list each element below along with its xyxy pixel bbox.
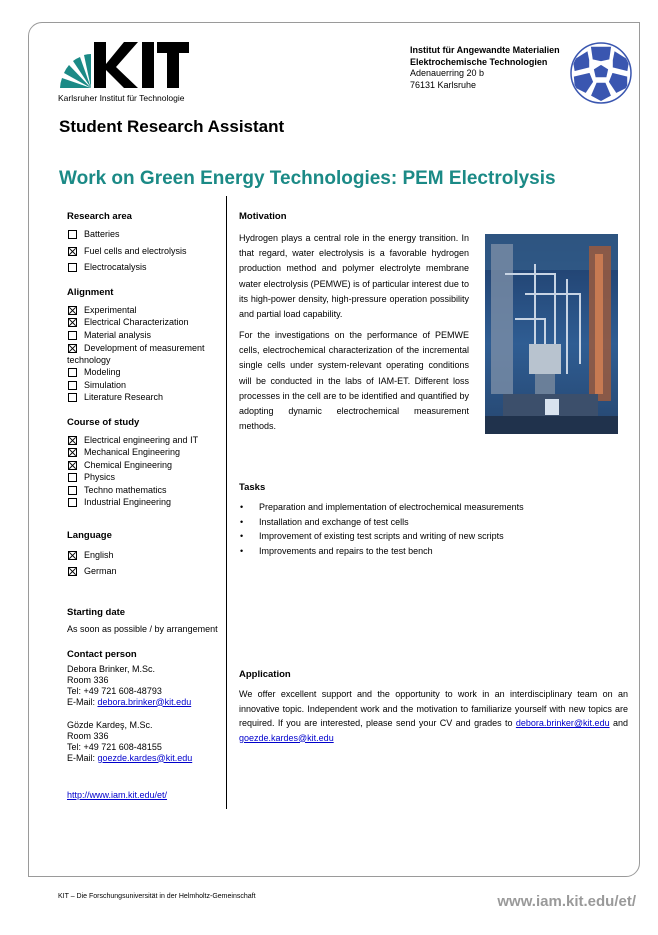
- motivation-heading: Motivation: [239, 211, 287, 222]
- research-area-section: [67, 211, 225, 274]
- checkbox-label: English: [84, 549, 114, 560]
- checkbox-item[interactable]: [67, 342, 225, 366]
- checkbox[interactable]: [68, 486, 77, 495]
- contact-name: Gözde Kardeş, M.Sc.: [67, 719, 153, 730]
- checkbox-label: Simulation: [84, 379, 127, 390]
- checkbox-label: Fuel cells and electrolysis: [84, 245, 187, 256]
- institute-name: Institut für Angewandte Materialien: [410, 45, 560, 55]
- footer-tagline: KIT – Die Forschungsuniversität in der Helmholtz-Gemeinschaft: [58, 893, 256, 900]
- checkbox-item[interactable]: [67, 379, 225, 392]
- application-email-link[interactable]: debora.brinker@kit.edu: [515, 718, 610, 728]
- contact-room: Room 336: [67, 674, 109, 685]
- test-bench-photo: [485, 234, 618, 434]
- checkbox-label: Electrical engineering and IT: [84, 434, 199, 445]
- checkbox-label: Electrocatalysis: [84, 262, 147, 272]
- checkbox[interactable]: [68, 381, 77, 390]
- checkbox-label: Industrial Engineering: [84, 497, 172, 507]
- checkbox-checked[interactable]: [68, 436, 77, 445]
- checkbox[interactable]: [68, 368, 77, 377]
- list-item: • Improvements and repairs to the test bench: [239, 544, 524, 559]
- email-prefix: E-Mail:: [67, 696, 98, 707]
- checkbox-item[interactable]: [67, 565, 225, 578]
- checkbox-item[interactable]: [67, 446, 225, 459]
- checkbox[interactable]: [68, 498, 77, 507]
- checkbox-item[interactable]: [67, 471, 225, 484]
- list-item: • Installation and exchange of test cells: [239, 515, 524, 530]
- institute-department: Elektrochemische Technologien: [410, 56, 548, 67]
- checkbox[interactable]: [68, 263, 77, 272]
- checkbox-label: Modeling: [84, 367, 121, 377]
- checkbox-item[interactable]: [67, 228, 225, 241]
- checkbox-label: Material analysis: [84, 329, 152, 340]
- application-text: [239, 687, 628, 745]
- checkbox[interactable]: [68, 473, 77, 482]
- contact-name: Debora Brinker, M.Sc.: [67, 663, 156, 674]
- list-item: • Preparation and implementation of electrochemical measurements: [239, 500, 524, 515]
- checkbox-item[interactable]: [67, 366, 225, 379]
- contact-heading: Contact person: [67, 648, 137, 660]
- checkbox-item[interactable]: [67, 434, 225, 447]
- checkbox-label: German: [84, 566, 117, 576]
- checkbox[interactable]: [68, 393, 77, 402]
- checkbox-item[interactable]: [67, 261, 225, 274]
- checkbox-label: Techno mathematics: [84, 484, 167, 495]
- contact-section: [67, 649, 225, 764]
- checkbox-label: Mechanical Engineering: [84, 447, 181, 457]
- alignment-heading: Alignment: [67, 286, 114, 298]
- application-email-link[interactable]: goezde.kardes@kit.edu: [239, 732, 334, 743]
- contact-person: [67, 720, 225, 764]
- website-line: [67, 790, 225, 801]
- application-heading: Application: [239, 669, 291, 680]
- checkbox-item[interactable]: [67, 316, 225, 329]
- alignment-section: [67, 287, 225, 404]
- checkbox-item[interactable]: [67, 304, 225, 317]
- contact-person: [67, 664, 225, 708]
- logo-subtitle: Karlsruher Institut für Technologie: [58, 93, 185, 103]
- checkbox[interactable]: [68, 230, 77, 239]
- checkbox-item[interactable]: [67, 549, 225, 562]
- left-column: [67, 211, 225, 801]
- website-link[interactable]: http://www.iam.kit.edu/et/: [67, 789, 168, 800]
- motivation-paragraph-2: For the investigations on the performance of PEMWE cells, electrochemical characterization of the incremental single cells under system-relevant operating conditions will be conducted in the labs of IAM-ET. Different loss processes in the cell are to be identified and quantified by adopting dynamic electrochemical measurement methods.: [239, 330, 469, 432]
- tasks-heading: Tasks: [239, 482, 266, 493]
- checkbox-label: Physics: [84, 472, 116, 482]
- course-section: [67, 417, 225, 509]
- language-section: [67, 530, 225, 578]
- checkbox-checked[interactable]: [68, 448, 77, 457]
- contact-phone: Tel: +49 721 608-48793: [67, 685, 162, 696]
- research-area-heading: Research area: [67, 211, 132, 222]
- contact-email-line: [67, 753, 225, 764]
- checkbox-checked[interactable]: [68, 567, 77, 576]
- contact-email-link[interactable]: goezde.kardes@kit.edu: [97, 752, 193, 763]
- application-and: and: [609, 718, 628, 728]
- checkbox-checked[interactable]: [68, 306, 77, 315]
- institute-street: Adenauerring 20 b: [410, 68, 485, 78]
- checkbox-label: Batteries: [84, 229, 120, 239]
- contact-room: Room 336: [67, 730, 109, 741]
- checkbox-item[interactable]: [67, 245, 225, 258]
- checkbox-checked[interactable]: [68, 551, 77, 560]
- starting-date-section: [67, 607, 225, 635]
- checkbox-label: Experimental: [84, 304, 137, 315]
- motivation-paragraph-1: Hydrogen plays a central role in the energy transition. In that regard, water electrolysis is a favorable hydrogen production method and polymer electrolyte membrane water electrolysis (PEMWE) is of particular interest due to its high-power density, high-pressure operation possibility and partial load capability.: [239, 233, 469, 320]
- footer-url: www.iam.kit.edu/et/: [497, 893, 636, 910]
- checkbox-item[interactable]: [67, 496, 225, 509]
- email-prefix: E-Mail:: [67, 752, 98, 763]
- position-title: Student Research Assistant: [59, 117, 285, 136]
- institute-city: 76131 Karlsruhe: [410, 79, 477, 90]
- checkbox-label: Literature Research: [84, 392, 164, 402]
- checkbox-checked[interactable]: [68, 247, 77, 256]
- checkbox[interactable]: [68, 331, 77, 340]
- contact-phone: Tel: +49 721 608-48155: [67, 741, 162, 752]
- list-item: • Improvement of existing test scripts and writing of new scripts: [239, 529, 524, 544]
- application-body: We offer excellent support and the opportunity to work in an interdisciplinary team on an innovative topic. Independent work and the motivation to familiarize yourself with new topics are required. If you are interested, please send your CV and grades to: [239, 689, 628, 728]
- checkbox-label: Electrical Characterization: [84, 317, 189, 327]
- institute-address: [410, 45, 560, 91]
- checkbox-checked[interactable]: [68, 318, 77, 327]
- checkbox-checked[interactable]: [68, 461, 77, 470]
- starting-date-heading: Starting date: [67, 606, 126, 618]
- course-heading: Course of study: [67, 416, 140, 428]
- language-heading: Language: [67, 529, 112, 541]
- checkbox-item[interactable]: [67, 459, 225, 472]
- checkbox-item[interactable]: [67, 329, 225, 342]
- topic-title: Work on Green Energy Technologies: PEM Electrolysis: [59, 168, 556, 189]
- starting-date-value: As soon as possible / by arrangement: [67, 623, 218, 634]
- checkbox-item[interactable]: [67, 484, 225, 497]
- checkbox-label: Development of measurement technology: [67, 343, 205, 365]
- contact-email-line: [67, 697, 225, 708]
- contact-email-link[interactable]: debora.brinker@kit.edu: [97, 696, 192, 707]
- checkbox-label: Chemical Engineering: [84, 459, 173, 470]
- column-divider: [226, 196, 227, 809]
- institute-emblem: [570, 42, 632, 104]
- checkbox-checked[interactable]: [68, 344, 77, 353]
- checkbox-item[interactable]: [67, 391, 225, 404]
- tasks-list: [239, 500, 524, 558]
